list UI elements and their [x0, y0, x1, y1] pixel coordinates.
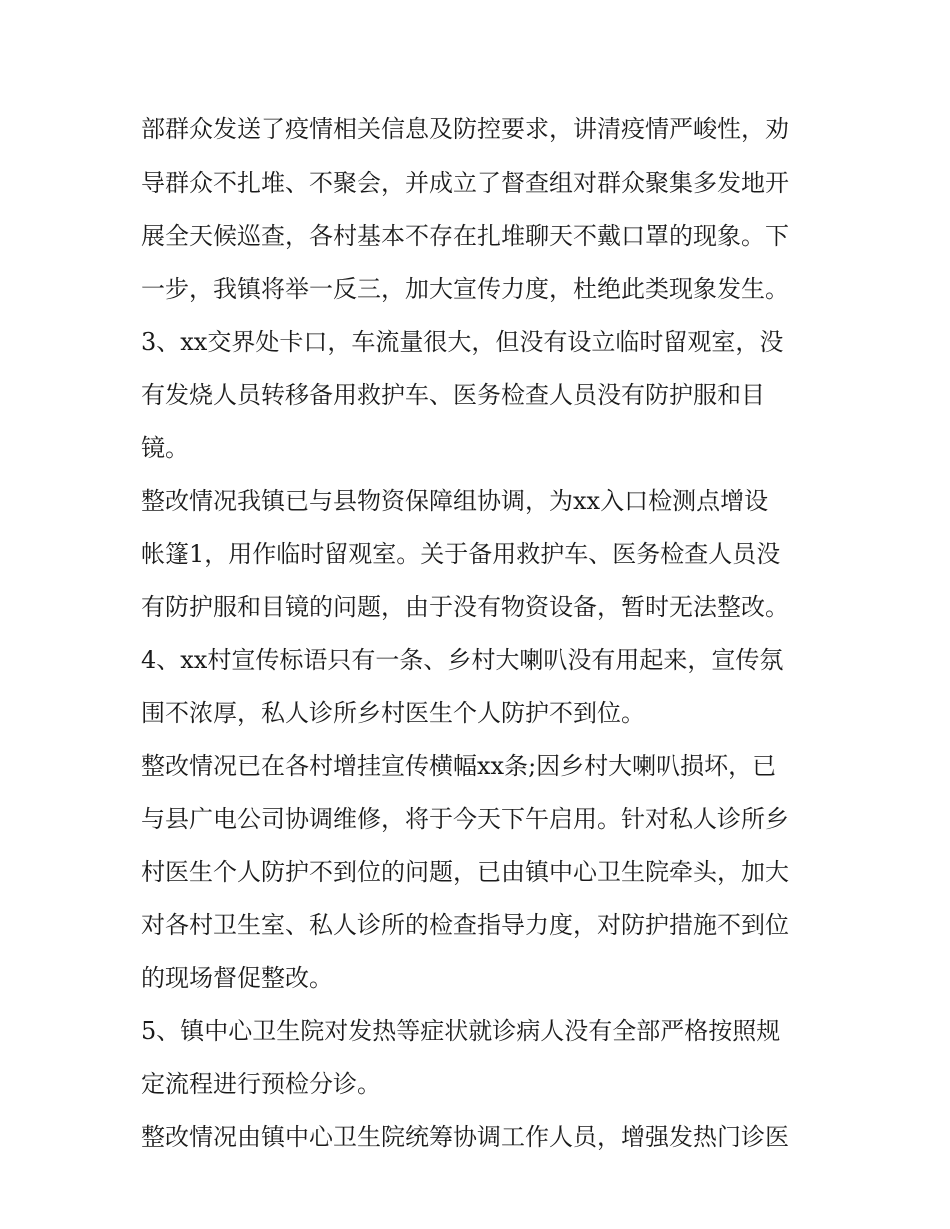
text-line: 整改情况由镇中心卫生院统筹协调工作人员，增强发热门诊医 — [141, 1123, 789, 1151]
text-line: 定流程进行预检分诊。 — [141, 1070, 381, 1098]
text-line: 5、镇中心卫生院对发热等症状就诊病人没有全部严格按照规 — [141, 1017, 781, 1045]
text-line: 一步，我镇将举一反三，加大宣传力度，杜绝此类现象发生。 — [141, 275, 789, 303]
text-line: 展全天候巡查，各村基本不存在扎堆聊天不戴口罩的现象。下 — [141, 222, 789, 250]
text-line: 3、xx交界处卡口，车流量很大，但没有设立临时留观室，没 — [141, 328, 784, 356]
text-line: 整改情况我镇已与县物资保障组协调，为xx入口检测点增设 — [141, 487, 769, 515]
text-line: 与县广电公司协调维修，将于今天下午启用。针对私人诊所乡 — [141, 805, 789, 833]
text-line: 有发烧人员转移备用救护车、医务检查人员没有防护服和目 — [141, 381, 765, 409]
text-line: 有防护服和目镜的问题，由于没有物资设备，暂时无法整改。 — [141, 593, 789, 621]
text-line: 村医生个人防护不到位的问题，已由镇中心卫生院牵头，加大 — [141, 858, 789, 886]
text-line: 对各村卫生室、私人诊所的检查指导力度，对防护措施不到位 — [141, 911, 789, 939]
text-line: 帐篷1，用作临时留观室。关于备用救护车、医务检查人员没 — [141, 540, 781, 568]
text-line: 部群众发送了疫情相关信息及防控要求，讲清疫情严峻性，劝 — [141, 115, 789, 143]
text-line: 镜。 — [141, 434, 189, 462]
text-line: 整改情况已在各村增挂宣传横幅xx条;因乡村大喇叭损坏，已 — [141, 752, 777, 780]
text-line: 4、xx村宣传标语只有一条、乡村大喇叭没有用起来，宣传氛 — [141, 646, 784, 674]
text-line: 的现场督促整改。 — [141, 964, 333, 992]
text-line: 导群众不扎堆、不聚会，并成立了督查组对群众聚集多发地开 — [141, 169, 789, 197]
text-line: 围不浓厚，私人诊所乡村医生个人防护不到位。 — [141, 699, 645, 727]
